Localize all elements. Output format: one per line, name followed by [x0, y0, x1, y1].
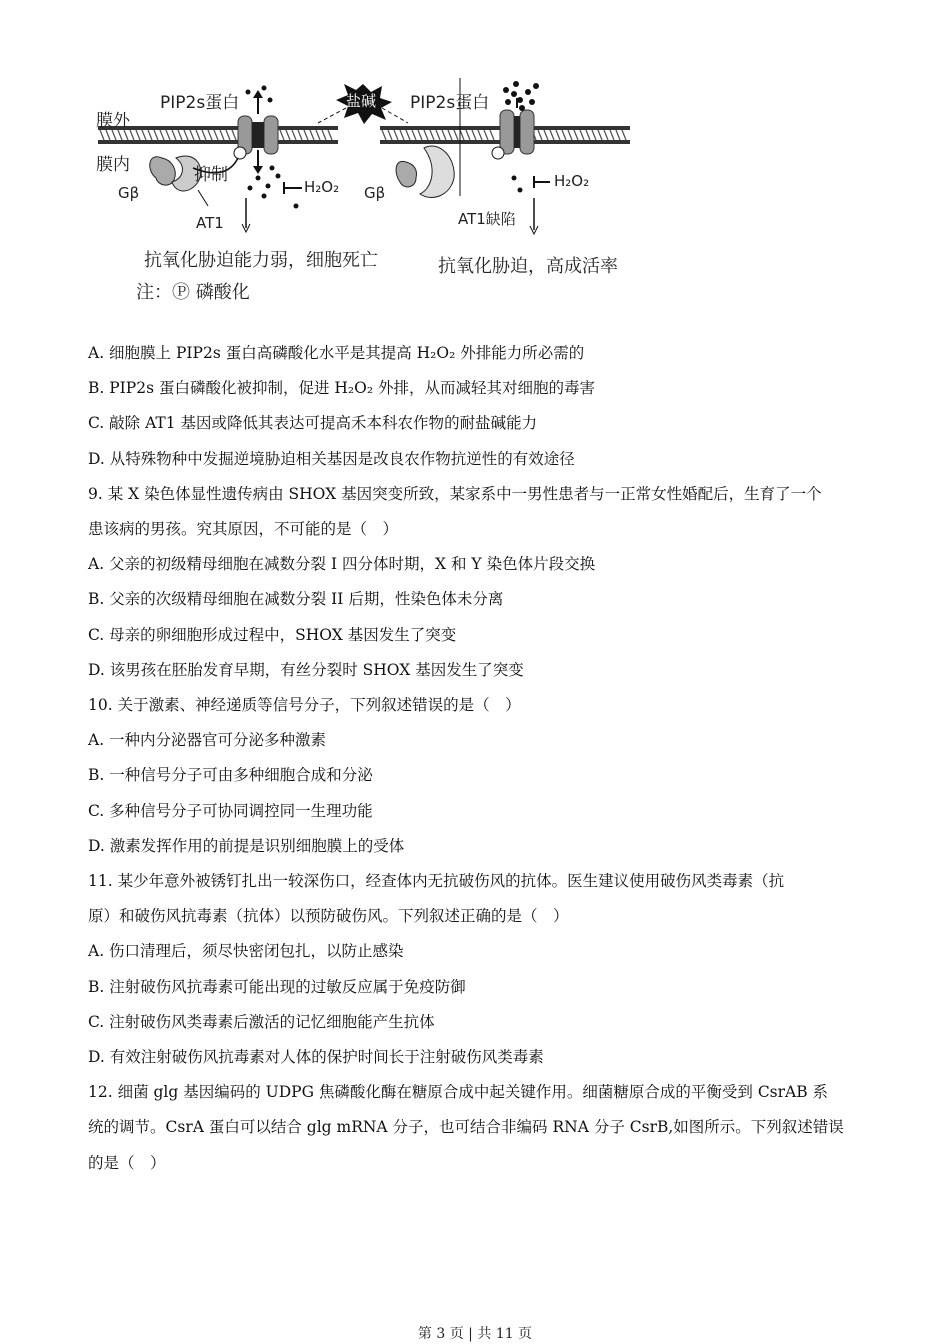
h2o2-right-label: H₂O₂	[554, 172, 590, 190]
text-line: C. 多种信号分子可协同调控同一生理功能	[88, 801, 373, 820]
text-line: 12. 细菌 glg 基因编码的 UDPG 焦磷酸化酶在糖原合成中起关键作用。细菌糖原合成的平衡受到 CsrAB 系	[88, 1083, 829, 1102]
gbeta-right-label: Gβ	[364, 184, 386, 202]
text-line: B. 注射破伤风抗毒素可能出现的过敏反应属于免疫防御	[88, 977, 466, 996]
h2o2-dots	[246, 81, 540, 209]
at1-label: AT1	[196, 214, 224, 232]
h2o2-left-label: H₂O₂	[304, 178, 340, 196]
text-line: A. 伤口清理后，须尽快密闭包扎，以防止感染	[88, 942, 404, 961]
text-line: D. 激素发挥作用的前提是识别细胞膜上的受体	[88, 836, 405, 855]
inside-label: 膜内	[96, 155, 130, 175]
at1-defect-label: AT1缺陷	[458, 210, 516, 228]
result-left-label: 抗氧化胁迫能力弱，细胞死亡	[144, 250, 378, 271]
pip2s-left-label: PIP2s蛋白	[160, 93, 240, 113]
left-pip2s-channel	[234, 90, 278, 174]
text-line: 11. 某少年意外被锈钉扎出一较深伤口，经查体内无抗破伤风的抗体。医生建议使用破伤风类毒素（抗	[88, 872, 785, 891]
pip2s-right-label: PIP2s蛋白	[410, 93, 490, 113]
text-line: D. 从特殊物种中发掘逆境胁迫相关基因是改良农作物抗逆性的有效途径	[88, 449, 575, 468]
text-line: B. 父亲的次级精母细胞在减数分裂 II 后期，性染色体未分离	[88, 590, 504, 609]
question-text	[88, 336, 866, 1181]
text-line: 的是（ ）	[88, 1153, 166, 1172]
text-line: 患该病的男孩。究其原因，不可能的是（ ）	[88, 520, 399, 539]
left-membrane	[98, 126, 338, 144]
text-line: C. 母亲的卵细胞形成过程中，SHOX 基因发生了突变	[88, 625, 457, 644]
inhibit-label: 抑制	[194, 165, 228, 185]
salt-label: 盐碱	[346, 92, 377, 110]
text-line: A. 父亲的初级精母细胞在减数分裂 I 四分体时期，X 和 Y 染色体片段交换	[88, 555, 596, 574]
page-footer: 第 3 页 | 共 11 页	[417, 1326, 533, 1342]
text-line: 原）和破伤风抗毒素（抗体）以预防破伤风。下列叙述正确的是（ ）	[88, 907, 569, 926]
text-line: A. 细胞膜上 PIP2s 蛋白高磷酸化水平是其提高 H₂O₂ 外排能力所必需的	[88, 344, 585, 362]
text-line: 9. 某 X 染色体显性遗传病由 SHOX 基因突变所致，某家系中一男性患者与一正常女性婚配后，生育了一个	[88, 484, 822, 503]
result-right-label: 抗氧化胁迫，高成活率	[438, 256, 618, 277]
text-line: A. 一种内分泌器官可分泌多种激素	[88, 731, 327, 750]
note-label: 注：Ⓟ 磷酸化	[136, 282, 250, 303]
membrane-figure	[88, 78, 648, 310]
text-line: 10. 关于激素、神经递质等信号分子，下列叙述错误的是（ ）	[88, 696, 521, 715]
text-line: C. 敲除 AT1 基因或降低其表达可提高禾本科农作物的耐盐碱能力	[88, 414, 538, 433]
outside-label: 膜外	[96, 111, 130, 131]
text-line: B. PIP2s 蛋白磷酸化被抑制，促进 H₂O₂ 外排，从而减轻其对细胞的毒害	[88, 379, 595, 398]
gbeta-left-label: Gβ	[118, 184, 140, 202]
text-line: B. 一种信号分子可由多种细胞合成和分泌	[88, 766, 373, 785]
text-line: 统的调节。CsrA 蛋白可以结合 glg mRNA 分子，也可结合非编码 RNA 分子 CsrB,如图所示。下列叙述错误	[88, 1118, 844, 1137]
text-line: D. 有效注射破伤风抗毒素对人体的保护时间长于注射破伤风类毒素	[88, 1048, 544, 1067]
text-line: C. 注射破伤风类毒素后激活的记忆细胞能产生抗体	[88, 1012, 435, 1031]
text-line: D. 该男孩在胚胎发育早期，有丝分裂时 SHOX 基因发生了突变	[88, 660, 524, 679]
